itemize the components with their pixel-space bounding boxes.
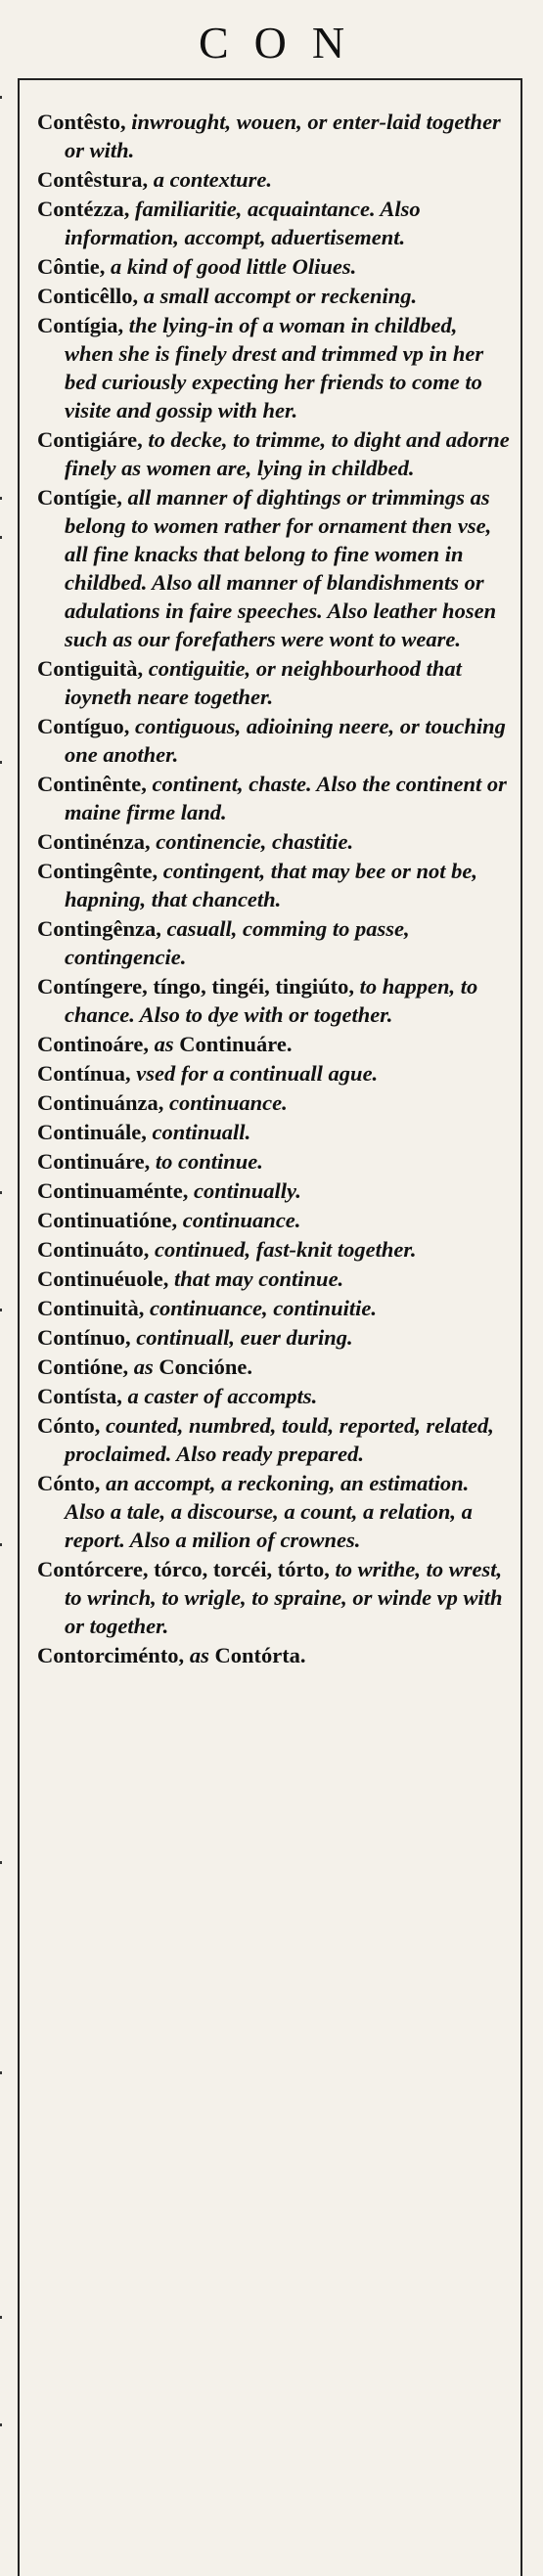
dictionary-entry [37, 827, 511, 856]
definition: continencie, chastitie. [150, 829, 354, 854]
dictionary-entry [37, 165, 511, 194]
dictionary-entry [37, 857, 511, 913]
dictionary-entry [37, 1641, 511, 1669]
dictionary-entry [37, 1382, 511, 1410]
left-margin [0, 76, 18, 2576]
definition: a contexture. [148, 167, 272, 192]
definition: continually. [188, 1178, 301, 1203]
page-header [0, 0, 543, 76]
dictionary-entry [37, 195, 511, 251]
headword: Continuáre, [37, 1149, 151, 1174]
definition: a caster of accompts. [121, 1384, 318, 1408]
dictionary-entry [37, 1353, 511, 1381]
dictionary-entry [37, 1323, 511, 1352]
definition: as [148, 1032, 180, 1056]
headword: Continuánza, [37, 1090, 164, 1115]
dictionary-entry [37, 770, 511, 826]
entry-list [37, 108, 511, 1670]
headword: Conticêllo, [37, 284, 139, 308]
definition: an accompt, a reckoning, an estimation. Also a tale, a discourse, a count, a relation, a report. Also a milion of crownes. [65, 1471, 473, 1552]
dictionary-entry [37, 1030, 511, 1058]
definition: continent, chaste. Also the continent or maine firme land. [65, 772, 507, 824]
dictionary-entry [37, 1059, 511, 1088]
headword: Contíngere, tíngo, tingéi, tingiúto, [37, 974, 354, 999]
definition: as [128, 1355, 159, 1379]
headword: Continuaménte, [37, 1178, 189, 1203]
definition: casuall, comming to passe, contingencie. [65, 916, 410, 969]
headword: Contingênte, [37, 859, 158, 883]
headword: Contézza, [37, 197, 130, 221]
dictionary-entry [37, 1294, 511, 1322]
dictionary-entry [37, 252, 511, 281]
definition: the lying-in of a woman in childbed, when she is finely drest and trimmed vp in her bed curiously expecting her friends to come to visite and gossip with her. [65, 313, 484, 422]
definition: to happen, to chance. Also to dye with or together. [65, 974, 478, 1027]
dictionary-entry [37, 1555, 511, 1640]
definition: continuance, continuitie. [144, 1296, 377, 1320]
dictionary-entry [37, 1147, 511, 1176]
definition: continuance. [177, 1208, 301, 1232]
dictionary-entry [37, 1088, 511, 1117]
definition: contiguous, adioining neere, or touching one another. [65, 714, 506, 767]
headword: Contigiáre, [37, 427, 143, 452]
headword: Cónto, [37, 1413, 101, 1438]
definition: continuall, euer during. [130, 1325, 353, 1350]
dictionary-entry [37, 1177, 511, 1205]
definition: all manner of dightings or trimmings as belong to women rather for ornament then vse, all fine knacks that belong to fine women in childbed. Also all manner of blandishments or adulations in faire speeches. Also leather hosen such as our forefathers were wont to weare. [65, 485, 497, 651]
dictionary-entry [37, 1411, 511, 1468]
dictionary-entry [37, 914, 511, 971]
dictionary-entry [37, 654, 511, 711]
dictionary-entry [37, 1206, 511, 1234]
definition: a small accompt or reckening. [138, 284, 418, 308]
cross-reference: Concióne. [158, 1355, 253, 1379]
headword: Contínuo, [37, 1325, 131, 1350]
headword: Continênte, [37, 772, 147, 796]
definition: to decke, to trimme, to dight and adorne finely as women are, lying in childbed. [65, 427, 510, 480]
dictionary-entry [37, 1235, 511, 1264]
dictionary-entry [37, 712, 511, 769]
headword: Contingênza, [37, 916, 161, 941]
definition: continuall. [146, 1120, 251, 1144]
headword: Contínua, [37, 1061, 131, 1086]
dictionary-column [18, 78, 522, 2576]
dictionary-entry [37, 972, 511, 1029]
headword: Continuéuole, [37, 1266, 169, 1291]
definition: continued, fast-knit together. [149, 1237, 417, 1262]
headword: Contíguo, [37, 714, 130, 738]
definition: that may continue. [168, 1266, 344, 1291]
dictionary-entry [37, 425, 511, 482]
headword: Contígia, [37, 313, 124, 337]
definition: to writhe, to wrest, to wrinch, to wrigle, to spraine, or winde vp with or together. [65, 1557, 503, 1638]
headword: Côntie, [37, 254, 106, 279]
definition: familiaritie, acquaintance. Also information, accompt, aduertisement. [65, 197, 421, 249]
definition: contingent, that may bee or not be, hapning, that chanceth. [65, 859, 478, 911]
headword: Continuále, [37, 1120, 147, 1144]
definition: to continue. [150, 1149, 263, 1174]
headword: Contêsto, [37, 110, 126, 134]
headword: Continuáto, [37, 1237, 150, 1262]
headword: Contígie, [37, 485, 122, 510]
headword: Continuatióne, [37, 1208, 178, 1232]
headword: Contióne, [37, 1355, 129, 1379]
section-letters: CON [198, 17, 371, 67]
dictionary-entry [37, 1265, 511, 1293]
definition: vsed for a continuall ague. [130, 1061, 379, 1086]
definition: inwrought, wouen, or enter-laid together or with. [65, 110, 501, 162]
definition: a kind of good little Oliues. [105, 254, 357, 279]
definition: continuance. [163, 1090, 288, 1115]
headword: Contórcere, tórco, torcéi, tórto, [37, 1557, 330, 1581]
dictionary-entry [37, 483, 511, 653]
definition: as [184, 1643, 215, 1667]
headword: Contiguità, [37, 656, 144, 681]
headword: Contísta, [37, 1384, 122, 1408]
dictionary-entry [37, 1469, 511, 1554]
cross-reference: Continuáre. [179, 1032, 293, 1056]
cross-reference: Contórta. [214, 1643, 306, 1667]
definition: counted, numbred, tould, reported, related, proclaimed. Also ready prepared. [65, 1413, 494, 1466]
dictionary-entry [37, 282, 511, 310]
dictionary-entry [37, 108, 511, 164]
headword: Cónto, [37, 1471, 101, 1495]
headword: Continénza, [37, 829, 151, 854]
headword: Contorciménto, [37, 1643, 185, 1667]
headword: Continuità, [37, 1296, 145, 1320]
headword: Continoáre, [37, 1032, 149, 1056]
dictionary-entry [37, 311, 511, 424]
dictionary-entry [37, 1118, 511, 1146]
headword: Contêstura, [37, 167, 149, 192]
definition: contiguitie, or neighbourhood that ioyneth neare together. [65, 656, 462, 709]
